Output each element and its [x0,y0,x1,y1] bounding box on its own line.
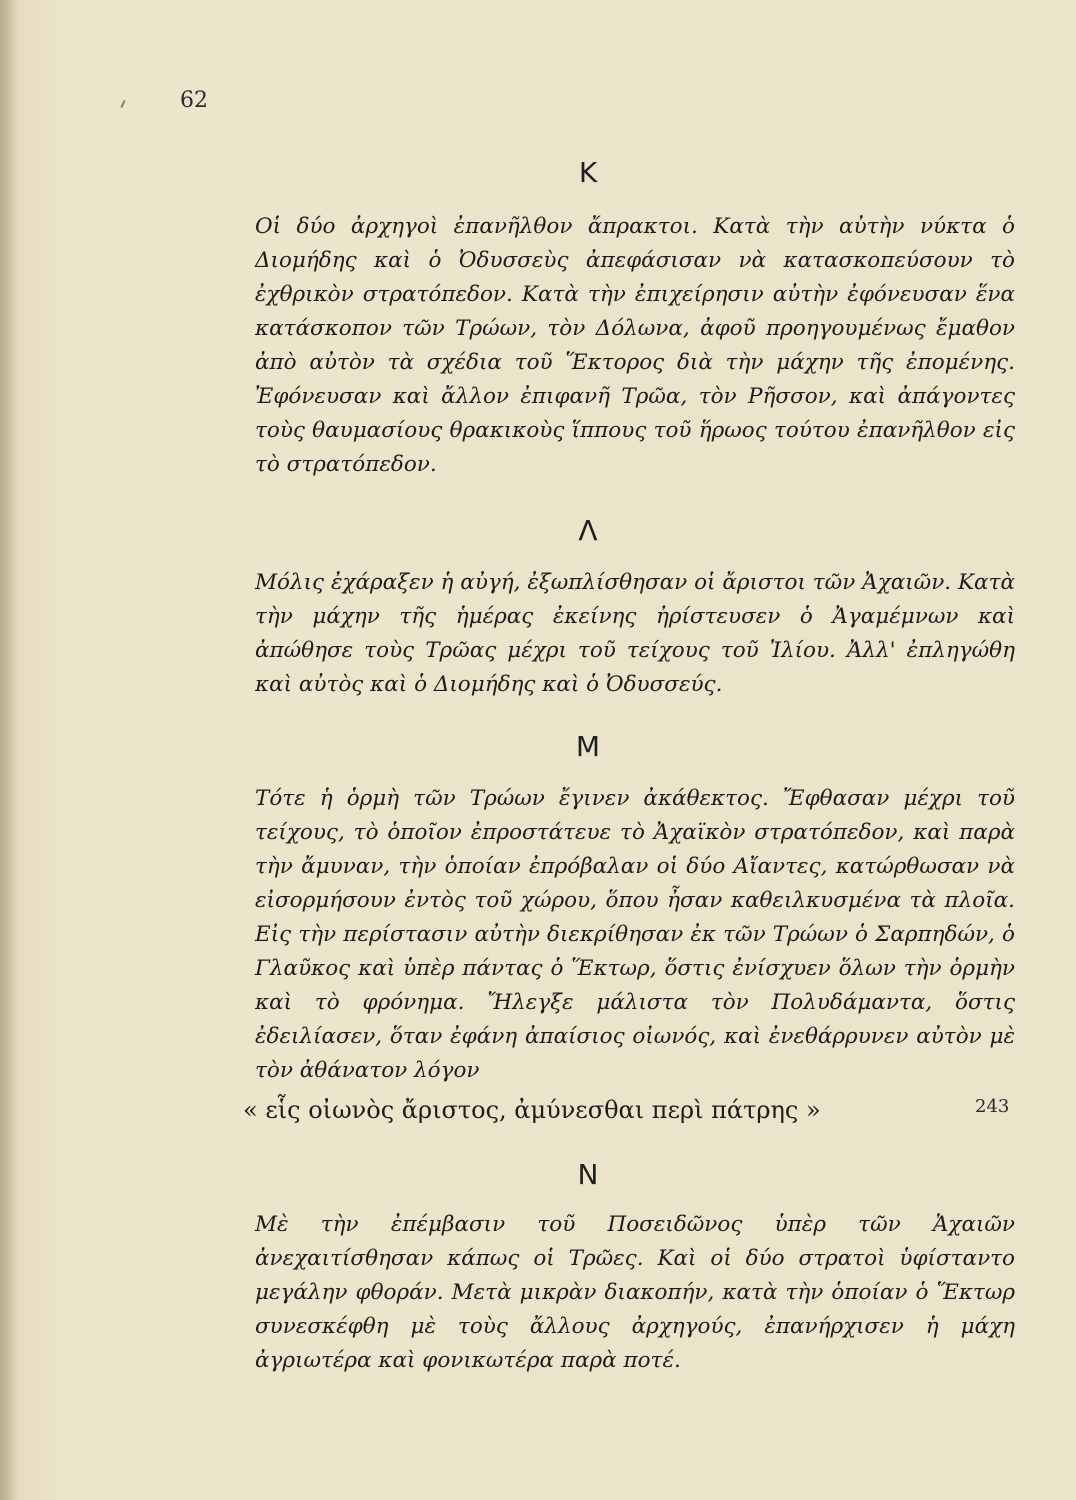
section-letter-mu: Μ [575,730,601,763]
pencil-mark [120,100,125,108]
section-letter-kappa: K [578,156,598,189]
paragraph-lambda: Μόλις ἐχάραξεν ἡ αὐγή, ἐξωπλίσθησαν οἱ ἄριστοι τῶν Ἀχαιῶν. Κατὰ τὴν μάχην τῆς ἡμέρας ἐκείνης ἠρίστευσεν ὁ Ἀγαμέμνων καὶ ἀπώθησε τοὺς Τρῶας μέχρι τοῦ τείχους τοῦ Ἰλίου. Ἀλλ' ἐπληγώθη καὶ αὐτὸς καὶ ὁ Διομήδης καὶ ὁ Ὀδυσσεύς. [255,570,1015,697]
section-letter-nu: Ν [577,1158,599,1191]
page-number: 62 [180,88,208,113]
paragraph-nu: Μὲ τὴν ἐπέμβασιν τοῦ Ποσειδῶνος ὑπὲρ τῶν Ἀχαιῶν ἀνεχαιτίσθησαν κάπως οἱ Τρῶες. Καὶ οἱ δύο στρατοὶ ὑφίσταντο μεγάλην φθοράν. Μετὰ μικρὰν διακοπήν, κατὰ τὴν ὁποίαν ὁ Ἕκτωρ συνεσκέφθη μὲ τοὺς ἄλλους ἀρχηγούς, ἐπανήρχισεν ἡ μάχη ἀγριωτέρα καὶ φονικωτέρα παρὰ ποτέ. [255,1212,1015,1373]
quote-line-number: 243 [975,1096,1010,1117]
section-letter-lambda: Λ [578,514,598,547]
paragraph-kappa: Οἱ δύο ἀρχηγοὶ ἐπανῆλθον ἄπρακτοι. Κατὰ τὴν αὐτὴν νύκτα ὁ Διομήδης καὶ ὁ Ὀδυσσεὺς ἀπεφάσισαν νὰ κατασκοπεύσουν τὸ ἐχθρικὸν στρατόπεδον. Κατὰ τὴν ἐπιχείρησιν αὐτὴν ἐφόνευσαν ἕνα κατάσκοπον τῶν Τρώων, τὸν Δόλωνα, ἀφοῦ προηγουμένως ἔμαθον ἀπὸ αὐτὸν τὰ σχέδια τοῦ Ἕκτορος διὰ τὴν μάχην τῆς ἐπομένης. Ἐφόνευσαν καὶ ἄλλον ἐπιφανῆ Τρῶα, τὸν Ρῆσσον, καὶ ἀπάγοντες τοὺς θαυμασίους θρακικοὺς ἵππους τοῦ ἥρωος τούτου ἐπανῆλθον εἰς τὸ στρατόπεδον. [255,214,1015,477]
paragraph-mu: Τότε ἡ ὁρμὴ τῶν Τρώων ἔγινεν ἀκάθεκτος. Ἔφθασαν μέχρι τοῦ τείχους, τὸ ὁποῖον ἐπροστάτευε τὸ Ἀχαϊκὸν στρατόπεδον, καὶ παρὰ τὴν ἄμυναν, τὴν ὁποίαν ἐπρόβαλαν οἱ δύο Αἴαντες, κατώρθωσαν νὰ εἰσορμήσουν ἐντὸς τοῦ χώρου, ὅπου ἦσαν καθειλκυσμένα τὰ πλοῖα. Εἰς τὴν περίστασιν αὐτὴν διεκρίθησαν ἐκ τῶν Τρώων ὁ Σαρπηδών, ὁ Γλαῦκος καὶ ὑπὲρ πάντας ὁ Ἕκτωρ, ὅστις ἐνίσχυεν ὅλων τὴν ὁρμὴν καὶ τὸ φρόνημα. Ἤλεγξε μάλιστα τὸν Πολυδάμαντα, ὅστις ἐδειλίασεν, ὅταν ἐφάνη ἀπαίσιος οἰωνός, καὶ ἐνεθάρρυνεν αὐτὸν μὲ τὸν ἀθάνατον λόγον [255,786,1015,1083]
homeric-quote: « εἷς οἰωνὸς ἄριστος, ἀμύνεσθαι περὶ πάτρης » [243,1096,821,1124]
